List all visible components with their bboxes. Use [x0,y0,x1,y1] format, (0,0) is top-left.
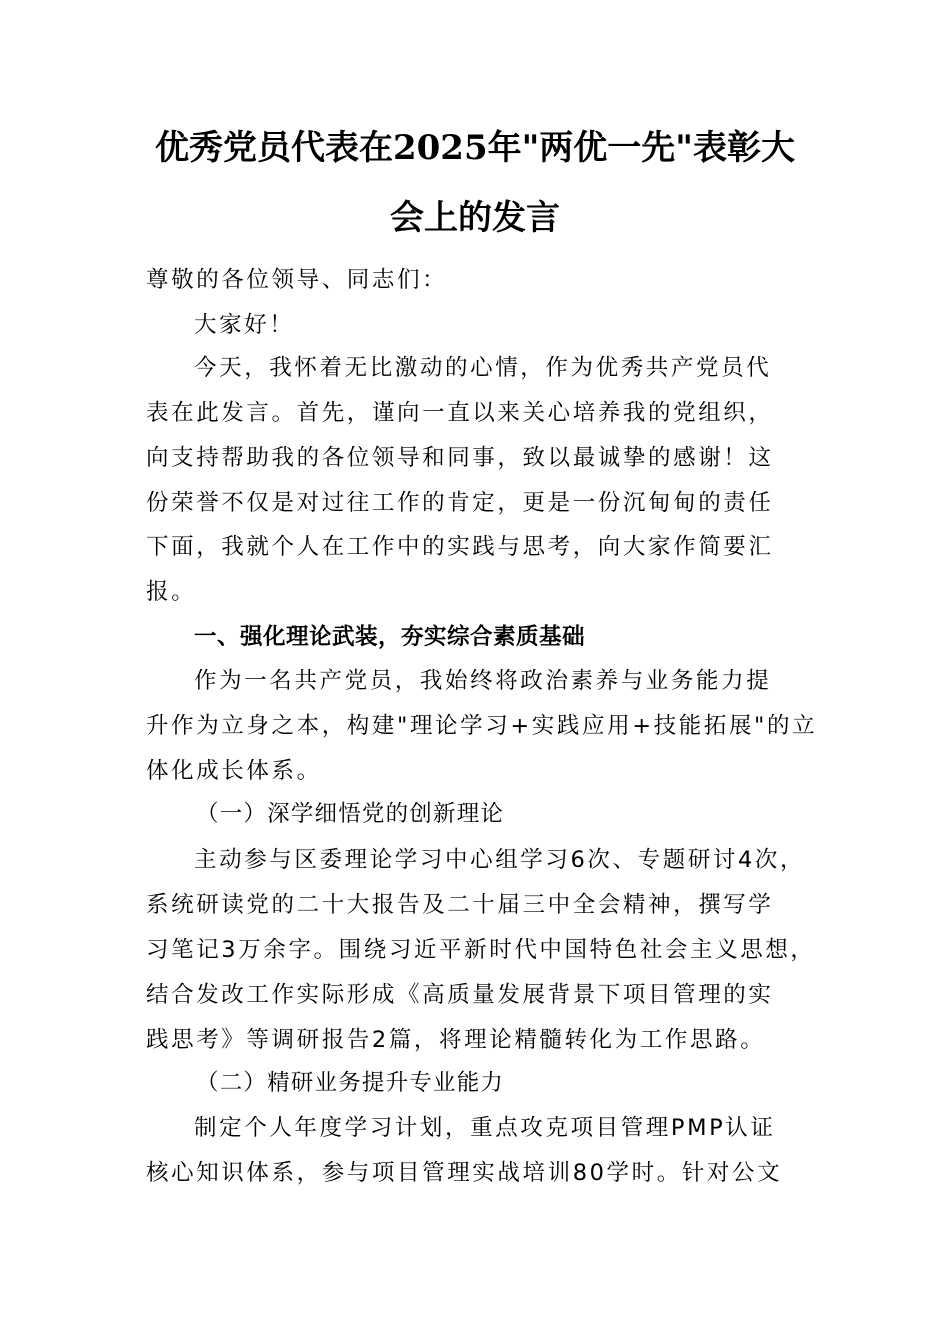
subsection-1-paragraph-line: 系统研读党的二十大报告及二十届三中全会精神，撰写学 [146,892,774,918]
section-1-paragraph-line: 作为一名共产党员，我始终将政治素养与业务能力提 [194,668,772,694]
subsection-2-paragraph-line: 核心知识体系，参与项目管理实战培训80学时。针对公文 [146,1160,783,1186]
document-title-line-1: 优秀党员代表在2025年"两优一先"表彰大 [154,128,796,168]
subsection-1-paragraph-line: 践思考》等调研报告2篇，将理论精髓转化为工作思路。 [146,1027,766,1053]
greeting: 大家好！ [194,312,295,338]
intro-paragraph-line: 份荣誉不仅是对过往工作的肯定，更是一份沉甸甸的责任 [146,490,774,516]
salutation: 尊敬的各位领导、同志们： [146,267,448,293]
document-title-line-2: 会上的发言 [390,198,560,238]
section-1-paragraph-line: 升作为立身之本，构建"理论学习+实践应用+技能拓展"的立 [146,713,818,739]
subsection-2-heading: （二）精研业务提升专业能力 [196,1070,505,1096]
intro-paragraph-line: 今天，我怀着无比激动的心情，作为优秀共产党员代 [194,355,772,381]
subsection-1-paragraph-line: 主动参与区委理论学习中心组学习6次、专题研讨4次， [194,847,806,873]
intro-paragraph-line: 向支持帮助我的各位领导和同事，致以最诚挚的感谢！这 [146,445,774,471]
subsection-1-paragraph-line: 结合发改工作实际形成《高质量发展背景下项目管理的实 [146,982,774,1008]
section-1-heading: 一、强化理论武装，夯实综合素质基础 [194,624,586,650]
intro-paragraph-line: 报。 [146,579,197,605]
subsection-1-paragraph-line: 习笔记3万余字。围绕习近平新时代中国特色社会主义思想， [146,937,816,963]
intro-paragraph-line: 下面，我就个人在工作中的实践与思考，向大家作简要汇 [146,534,774,560]
section-1-paragraph-line: 体化成长体系。 [146,758,322,784]
subsection-2-paragraph-line: 制定个人年度学习计划，重点攻克项目管理PMP认证 [194,1115,776,1141]
intro-paragraph-line: 表在此发言。首先，谨向一直以来关心培养我的党组织， [146,400,774,426]
subsection-1-heading: （一）深学细悟党的创新理论 [196,801,505,827]
